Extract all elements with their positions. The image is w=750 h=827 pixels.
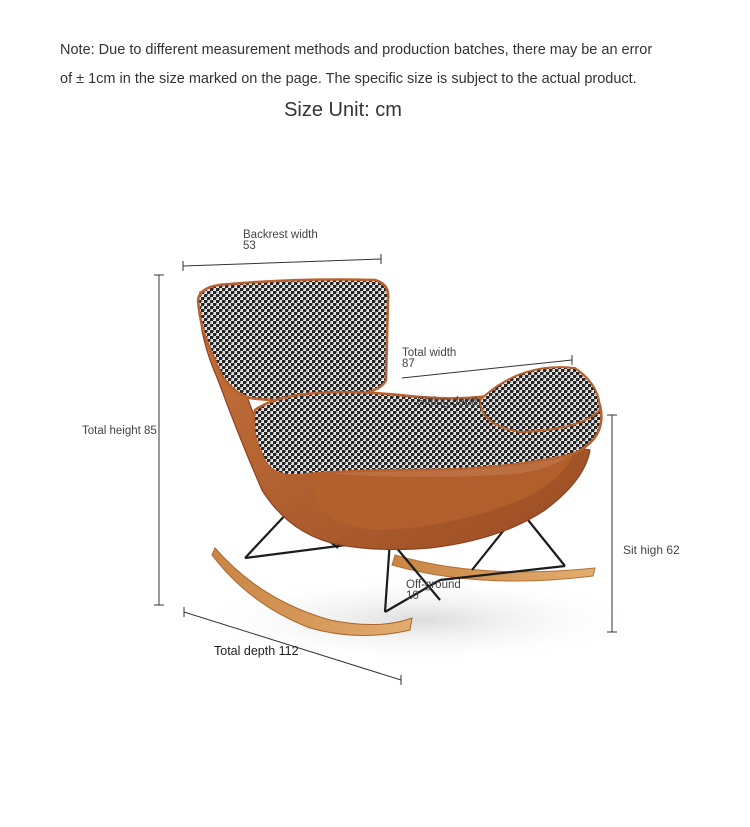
- total-height-label: Total height 85: [82, 425, 157, 437]
- sit-high-label: Sit high 62: [623, 543, 680, 557]
- note-line-1: Note: Due to different measurement methods and production batches, there may be an error: [60, 42, 653, 58]
- note-line-2: of ± 1cm in the size marked on the page. The specific size is subject to the actual product.: [60, 71, 637, 87]
- total-depth-label: Total depth 112: [214, 644, 299, 658]
- backrest-width-label: Backrest width 53: [243, 229, 318, 252]
- sitting-depth-label: Sitting depth: [417, 396, 481, 408]
- size-unit-label: Size Unit: cm: [284, 99, 402, 121]
- off-ground-label: Off-ground 10: [406, 579, 461, 602]
- back-cushion: [198, 280, 388, 401]
- headrest-pillow: [480, 367, 600, 432]
- total-width-label: Total width 87: [402, 347, 457, 370]
